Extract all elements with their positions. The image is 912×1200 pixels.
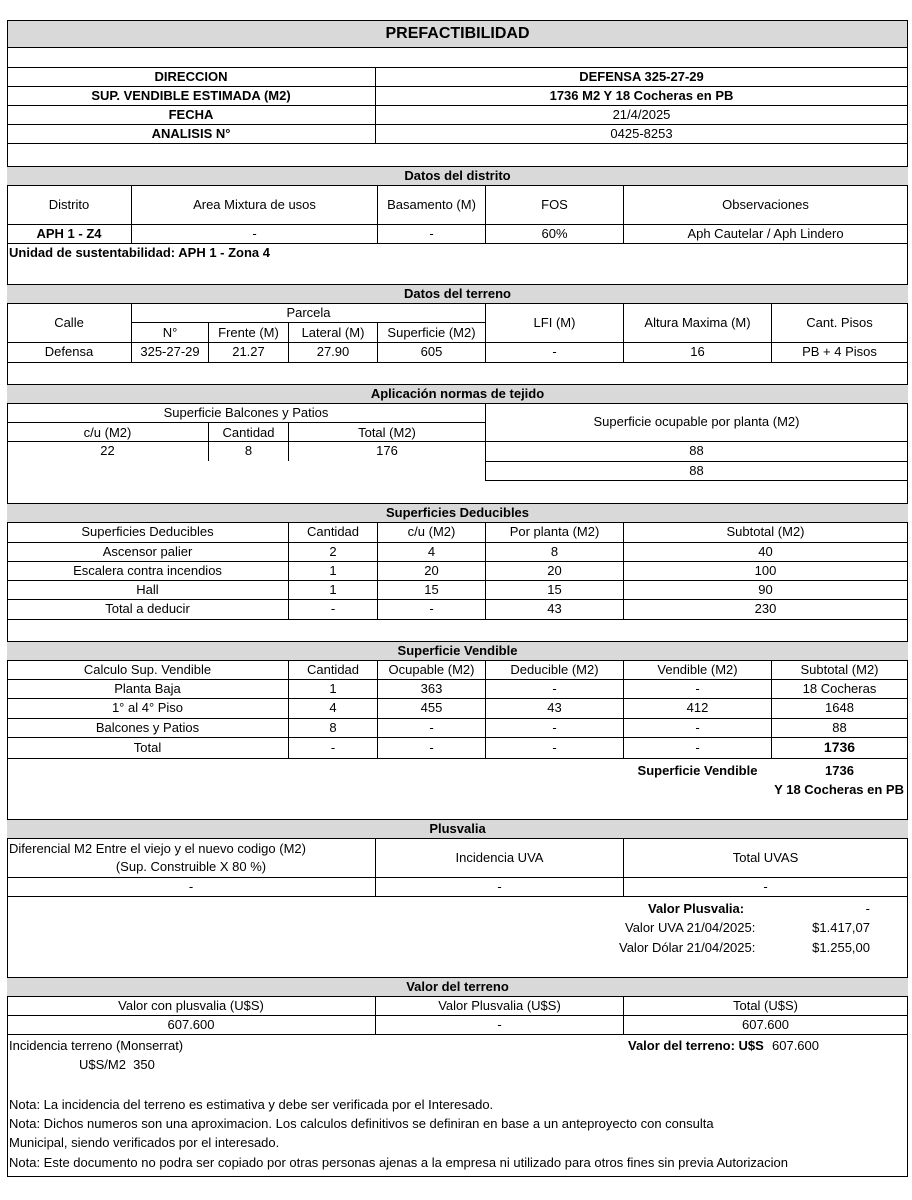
plusvalia-col-diferencial-sub: (Sup. Construible X 80 %)	[115, 859, 267, 874]
terreno-col-lateral: Lateral (M)	[301, 325, 365, 340]
table-row-cell: 412	[686, 700, 709, 715]
table-row-cell: 15	[547, 582, 562, 597]
table-row-cell: 230	[754, 601, 777, 616]
nota-aproximacion-cont: Municipal, siendo verificados por el interesado.	[9, 1135, 280, 1150]
table-row-cell: -	[429, 601, 434, 616]
table-row-cell: 1	[329, 563, 337, 578]
distrito-line	[7, 224, 908, 225]
frente-value: 21.27	[232, 344, 265, 359]
terreno-line	[7, 342, 908, 343]
distrito-col-observaciones: Observaciones	[722, 197, 809, 212]
table-row-cell: -	[552, 720, 557, 735]
altura-value: 16	[690, 344, 705, 359]
observaciones-value: Aph Cautelar / Aph Lindero	[687, 226, 844, 241]
vendible-line	[7, 737, 908, 738]
info-line	[7, 105, 908, 106]
table-row-cell: -	[330, 740, 336, 755]
ocupable-value-2: 88	[689, 463, 704, 478]
table-row-cell: 8	[329, 720, 337, 735]
diferencial-value: -	[188, 879, 194, 894]
nota-aproximacion: Nota: Dichos numeros son una aproximacion. Los calculos definitivos se definiran en base a un anteproyecto con consulta	[9, 1116, 714, 1131]
incidencia-value: -	[497, 879, 502, 894]
valor-dolar-value: $1.255,00	[812, 940, 870, 955]
table-row-cell: 1° al 4° Piso	[111, 700, 184, 715]
table-row-cell: 1	[329, 582, 337, 597]
fecha-label: FECHA	[168, 107, 214, 122]
unidad-sustentabilidad: Unidad de sustentabilidad: APH 1 - Zona 4	[9, 245, 270, 260]
vendible-col-calculo: Calculo Sup. Vendible	[83, 662, 212, 677]
plusvalia-col-incidencia: Incidencia UVA	[455, 850, 544, 865]
terreno-col-altura: Altura Maxima (M)	[644, 315, 751, 330]
table-row-cell: 18 Cocheras	[802, 681, 877, 696]
vendible-col-ocupable: Ocupable (M2)	[388, 662, 475, 677]
analisis-value: 0425-8253	[610, 126, 673, 141]
table-row-cell: -	[429, 740, 434, 755]
distrito-value: APH 1 - Z4	[36, 226, 102, 241]
fos-value: 60%	[541, 226, 568, 241]
vendible-summary-value: 1736	[825, 763, 854, 778]
terreno-header: Datos del terreno	[404, 286, 511, 301]
distrito-col-basamento: Basamento (M)	[387, 197, 476, 212]
distrito-header: Datos del distrito	[404, 168, 511, 183]
table-row-cell: 4	[329, 700, 337, 715]
terreno-line	[7, 362, 908, 363]
tejido-header: Aplicación normas de tejido	[370, 386, 545, 401]
nota-copia: Nota: Este documento no podra ser copiado por otras personas ajenas a la empresa ni utilizado para otros fines sin previa Autorizacion	[9, 1155, 789, 1170]
table-row-cell: 88	[832, 720, 847, 735]
valor-uva-value: $1.417,07	[812, 920, 870, 935]
valor-terreno-total-label: Valor del terreno: U$S	[628, 1038, 764, 1053]
info-line	[7, 124, 908, 125]
table-row-cell: 43	[547, 601, 562, 616]
tejido-col-cantidad: Cantidad	[222, 425, 275, 440]
total-uvas-value: -	[763, 879, 768, 894]
vendible-header: Superficie Vendible	[397, 643, 518, 658]
valor-dolar-label: Valor Dólar 21/04/2025:	[619, 940, 756, 955]
table-row-cell: -	[552, 681, 557, 696]
table-row-cell: Planta Baja	[114, 681, 181, 696]
vendible-col-deducible: Deducible (M2)	[510, 662, 599, 677]
vendible-total-value: 1736	[823, 739, 856, 755]
ocupable-header: Superficie ocupable por planta (M2)	[593, 414, 800, 429]
deducibles-line	[7, 580, 908, 581]
terreno-col-frente: Frente (M)	[218, 325, 279, 340]
valor-terreno-col-con-plusvalia: Valor con plusvalia (U$S)	[118, 998, 264, 1013]
table-row-cell: Ascensor palier	[102, 544, 193, 559]
table-row-cell: 2	[329, 544, 337, 559]
vendible-summary-cocheras: Y 18 Cocheras en PB	[774, 782, 904, 797]
vendible-line	[7, 698, 908, 699]
valor-con-plusvalia-value: 607.600	[167, 1017, 215, 1032]
valor-plusvalia-usd-value: -	[497, 1017, 502, 1032]
incidencia-terreno-value: U$S/M2 350	[79, 1057, 155, 1072]
terreno-col-calle: Calle	[54, 315, 84, 330]
deducibles-line	[7, 542, 908, 543]
sup-label: SUP. VENDIBLE ESTIMADA (M2)	[91, 88, 291, 103]
lfi-value: -	[552, 344, 557, 359]
nota-incidencia: Nota: La incidencia del terreno es estimativa y debe ser verificada por el Interesado.	[9, 1097, 494, 1112]
direccion-value: DEFENSA 325-27-29	[579, 69, 704, 84]
table-row-cell: -	[330, 601, 336, 616]
vendible-col-vendible: Vendible (M2)	[657, 662, 738, 677]
frame-right	[907, 20, 908, 1176]
valor-plusvalia-label: Valor Plusvalia:	[648, 901, 745, 916]
plusvalia-header: Plusvalia	[429, 821, 486, 836]
terreno-col-pisos: Cant. Pisos	[806, 315, 873, 330]
plusvalia-col-diferencial: Diferencial M2 Entre el viejo y el nuevo codigo (M2)	[9, 841, 306, 856]
table-row-cell: Escalera contra incendios	[73, 563, 222, 578]
table-row-cell: -	[695, 681, 700, 696]
balcones-header: Superficie Balcones y Patios	[163, 405, 329, 420]
valor-terreno-line	[7, 1015, 908, 1016]
terreno-col-parcela: Parcela	[286, 305, 331, 320]
sup-value: 1736 M2 Y 18 Cocheras en PB	[549, 88, 734, 103]
pisos-value: PB + 4 Pisos	[802, 344, 877, 359]
plusvalia-line	[7, 877, 908, 878]
valor-terreno-col-total: Total (U$S)	[732, 998, 799, 1013]
tejido-line	[485, 480, 908, 481]
table-row-cell: -	[552, 740, 557, 755]
vendible-col-cantidad: Cantidad	[306, 662, 360, 677]
deducibles-col-cu: c/u (M2)	[407, 524, 456, 539]
table-row-cell: 43	[547, 700, 562, 715]
deducibles-col-nombre: Superficies Deducibles	[81, 524, 214, 539]
vendible-col-subtotal: Subtotal (M2)	[800, 662, 879, 677]
table-row-cell: 100	[754, 563, 777, 578]
vendible-line	[7, 679, 908, 680]
direccion-label: DIRECCION	[154, 69, 228, 84]
deducibles-line	[7, 599, 908, 600]
valor-uva-label: Valor UVA 21/04/2025:	[625, 920, 756, 935]
superficie-value: 605	[420, 344, 443, 359]
table-row-cell: 15	[424, 582, 439, 597]
analisis-label: ANALISIS N°	[151, 126, 231, 141]
vendible-line	[7, 758, 908, 759]
deducibles-col-cantidad: Cantidad	[306, 524, 360, 539]
fecha-value: 21/4/2025	[612, 107, 671, 122]
table-row-cell: 363	[420, 681, 443, 696]
tejido-col-total: Total (M2)	[358, 425, 416, 440]
table-row-cell: Total	[133, 740, 162, 755]
deducibles-line	[7, 561, 908, 562]
mixtura-value: -	[252, 226, 257, 241]
deducibles-col-subtotal: Subtotal (M2)	[726, 524, 805, 539]
lateral-value: 27.90	[316, 344, 350, 359]
plusvalia-col-total: Total UVAS	[732, 850, 799, 865]
table-row-cell: 20	[547, 563, 562, 578]
tejido-total-value: 176	[376, 443, 398, 458]
tejido-line	[485, 461, 908, 462]
vendible-line	[7, 718, 908, 719]
table-row-cell: -	[429, 720, 434, 735]
tejido-cu-value: 22	[100, 443, 115, 458]
table-row-cell: 20	[424, 563, 439, 578]
calle-value: Defensa	[44, 344, 94, 359]
vendible-summary-label: Superficie Vendible	[637, 763, 758, 778]
tejido-col-cu: c/u (M2)	[83, 425, 132, 440]
table-row-cell: Balcones y Patios	[95, 720, 200, 735]
table-row-cell: -	[695, 720, 700, 735]
table-row-cell: 1648	[825, 700, 854, 715]
terreno-line	[131, 322, 485, 323]
info-line	[7, 67, 908, 68]
plusvalia-line	[7, 896, 908, 897]
table-row-cell: 4	[427, 544, 436, 559]
distrito-col-mixtura: Area Mixtura de usos	[193, 197, 316, 212]
info-line	[7, 86, 908, 87]
valor-terreno-line	[7, 1034, 908, 1035]
frame-bottom	[7, 1176, 908, 1177]
distrito-col-fos: FOS	[541, 197, 568, 212]
terreno-col-numero: N°	[162, 325, 178, 340]
table-row-cell: 40	[758, 544, 773, 559]
valor-terreno-col-plusvalia: Valor Plusvalia (U$S)	[438, 998, 561, 1013]
table-row-cell: 8	[550, 544, 559, 559]
valor-terreno-header: Valor del terreno	[406, 979, 509, 994]
table-row-cell: 1	[329, 681, 337, 696]
table-row-cell: -	[695, 740, 700, 755]
table-row-cell: Hall	[136, 582, 159, 597]
terreno-col-lfi: LFI (M)	[533, 315, 576, 330]
deducibles-header: Superficies Deducibles	[385, 505, 530, 520]
tejido-cantidad-value: 8	[244, 443, 253, 458]
valor-terreno-total-value: 607.600	[772, 1038, 819, 1053]
ocupable-value-1: 88	[689, 443, 704, 458]
tejido-line	[7, 422, 485, 423]
table-row-cell: Total a deducir	[105, 601, 190, 616]
incidencia-terreno-label: Incidencia terreno (Monserrat)	[9, 1038, 184, 1053]
valor-plusvalia-value: -	[865, 901, 870, 916]
page-title: PREFACTIBILIDAD	[385, 25, 530, 42]
basamento-value: -	[429, 226, 434, 241]
terreno-col-superficie: Superficie (M2)	[387, 325, 476, 340]
numero-value: 325-27-29	[140, 344, 200, 359]
table-row-cell: 90	[758, 582, 773, 597]
tejido-line	[7, 441, 908, 442]
info-line	[7, 143, 908, 144]
valor-total-usd-value: 607.600	[742, 1017, 789, 1032]
distrito-line	[7, 243, 908, 244]
deducibles-col-planta: Por planta (M2)	[509, 524, 600, 539]
table-row-cell: 455	[420, 700, 443, 715]
deducibles-line	[7, 619, 908, 620]
distrito-col-distrito: Distrito	[48, 197, 90, 212]
